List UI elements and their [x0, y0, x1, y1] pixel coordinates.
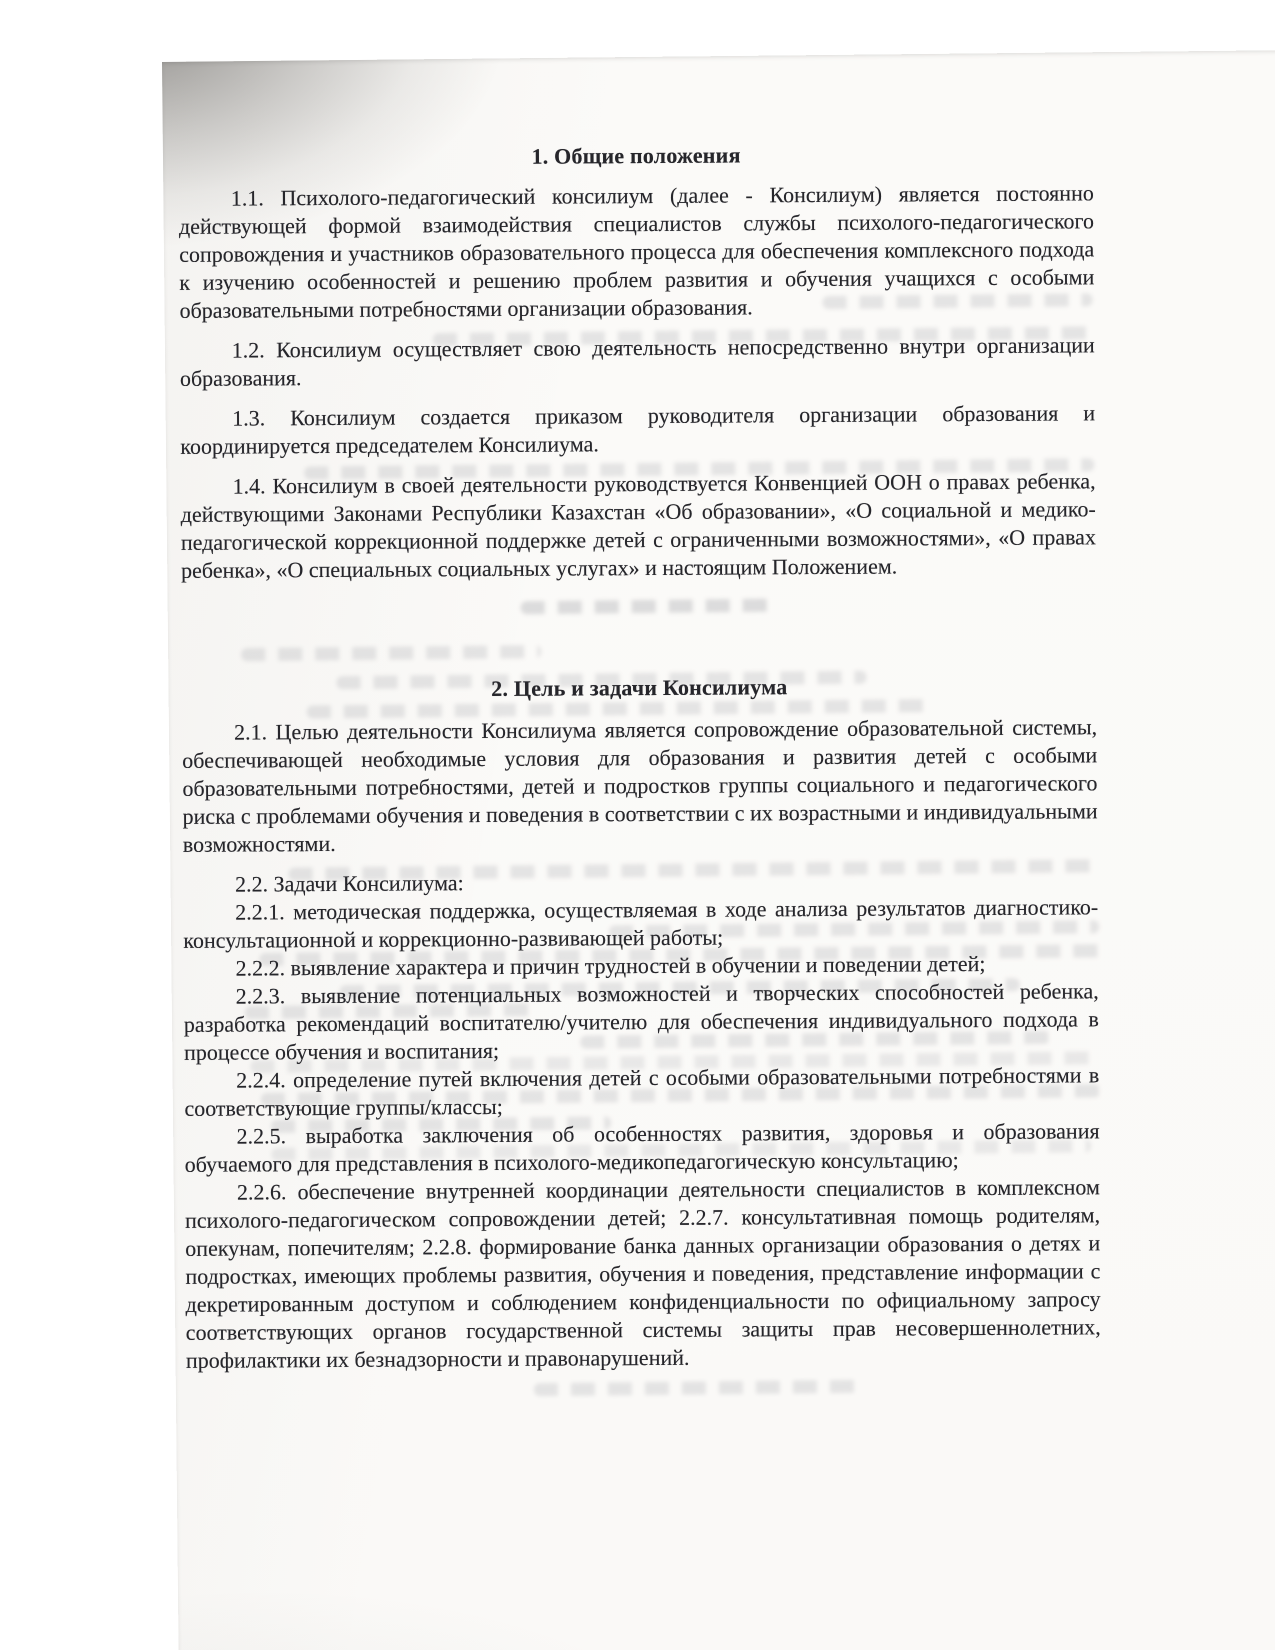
paragraph-2-2-6-to-2-2-8: 2.2.6. обеспечение внутренней координации деятельности специалистов в комплексном психолого-педагогическом сопровождении детей; 2.2.7. консультативная помощь родителям, опекунам, попечителям; 2.2.8. формирование банка данных организации образования о детях и подростках, имеющих проблемы развития, обучения и поведения, представление информации с декретированным доступом и соблюдением конфиденциальности по официальному запросу соответствующих органов государственной системы защиты прав несовершеннолетних, профилактики их безнадзорности и правонарушений. — [185, 1174, 1101, 1373]
document-text — [162, 56, 1101, 1375]
paragraph-2-2-2: 2.2.2. выявление характера и причин трудностей в обучении и поведении детей; — [235, 950, 986, 981]
paragraph-1-3: 1.3. Консилиум создается приказом руководителя организации образования и координируется председателем Консилиума. — [180, 400, 1096, 459]
paragraph-2-2-4: 2.2.4. определение путей включения детей с особыми образовательными потребностями в соответствующие группы/классы; — [184, 1062, 1100, 1121]
paragraph-2-2: 2.2. Задачи Консилиума: — [234, 870, 464, 897]
paragraph-1-2: 1.2. Консилиум осуществляет свою деятельность непосредственно внутри организации образования. — [179, 332, 1095, 391]
paragraph-2-2-3: 2.2.3. выявление потенциальных возможностей и творческих способностей ребенка, разработка рекомендаций воспитателю/учителю для обеспечения индивидуального подхода в процессе обучения и воспитания; — [183, 978, 1099, 1065]
bleed-through-mark — [534, 1380, 864, 1396]
paragraph-1-4: 1.4. Консилиум в своей деятельности руководствуется Конвенцией ООН о правах ребенка, действующими Законами Республики Казахстан «Об образовании», «О социальной и медико-педагогической коррекционной поддержке детей с ограниченными возможностями», «О правах ребенка», «О специальных социальных услугах» и настоящим Положением. — [180, 468, 1096, 583]
paragraph-1-1: 1.1. Психолого-педагогический консилиум (далее - Консилиум) является постоянно действующей формой взаимодействия специалистов службы психолого-педагогического сопровождения и участников образовательного процесса для обеспечения комплексного подхода к изучению особенностей и решению проблем развития и обучения учащихся с особыми образовательными потребностями организации образования. — [178, 180, 1095, 323]
paragraph-2-2-5: 2.2.5. выработка заключения об особенностях развития, здоровья и образования обучаемого для представления в психолого-медикопедагогическую консультацию; — [184, 1118, 1100, 1177]
paragraph-2-1: 2.1. Целью деятельности Консилиума является сопровождение образовательной системы, обеспечивающей необходимые условия для образования и развития детей с особыми образовательными потребностями, детей и подростков группы социального и педагогического риска с проблемами обучения и поведения в соответствии с их возрастными и индивидуальными возможностями. — [182, 714, 1098, 857]
paragraph-2-2-1: 2.2.1. методическая поддержка, осуществляемая в ходе анализа результатов диагностико-консультационной и коррекционно-развивающей работы; — [183, 894, 1099, 953]
scanned-paper-sheet — [162, 49, 1275, 1650]
section-heading-general-provisions: 1. Общие положения — [531, 142, 741, 169]
section-heading-goal-and-tasks: 2. Цель и задачи Консилиума — [491, 674, 788, 702]
